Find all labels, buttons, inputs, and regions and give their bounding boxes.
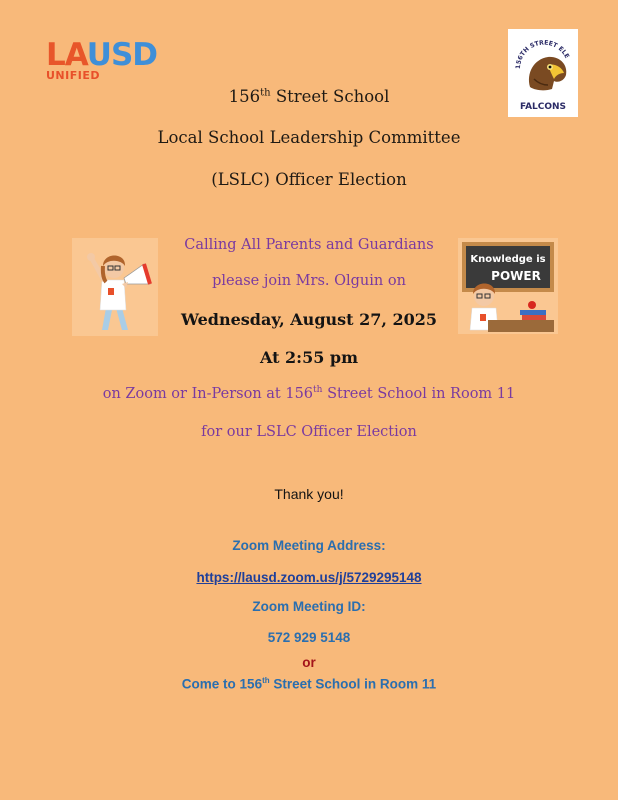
logo-la: LA — [46, 37, 87, 73]
chalkboard-line-1: Knowledge is — [470, 254, 546, 265]
purpose-line: for our LSLC Officer Election — [201, 424, 417, 440]
badge-label: FALCONS — [519, 102, 567, 112]
header-line-3: (LSLC) Officer Election — [211, 170, 407, 189]
logo-usd: USD — [86, 37, 158, 73]
header-line-2: Local School Leadership Committee — [157, 128, 461, 147]
badge-arc-text: 156TH STREET ELE — [514, 39, 571, 70]
chalkboard-line-2: POWER — [491, 269, 541, 283]
calling-line: Calling All Parents and Guardians — [184, 237, 434, 253]
logo-unified: UNIFIED — [46, 69, 100, 82]
event-date: Wednesday, August 27, 2025 — [180, 310, 438, 329]
zoom-meeting-link[interactable]: https://lausd.zoom.us/j/5729295148 — [196, 570, 422, 585]
in-person-line: Come to 156th Street School in Room 11 — [181, 676, 437, 692]
or-separator: or — [302, 655, 316, 670]
header-line-1: 156th Street School — [228, 87, 390, 106]
zoom-id-value: 572 929 5148 — [267, 630, 351, 645]
zoom-address-label: Zoom Meeting Address: — [232, 538, 386, 553]
event-time: At 2:55 pm — [259, 348, 359, 367]
lausd-logo — [46, 37, 171, 82]
thank-you: Thank you! — [274, 486, 344, 502]
location-line: on Zoom or In-Person at 156th Street School in Room 11 — [102, 385, 516, 402]
join-line: please join Mrs. Olguin on — [212, 273, 406, 289]
zoom-id-label: Zoom Meeting ID: — [252, 599, 366, 614]
